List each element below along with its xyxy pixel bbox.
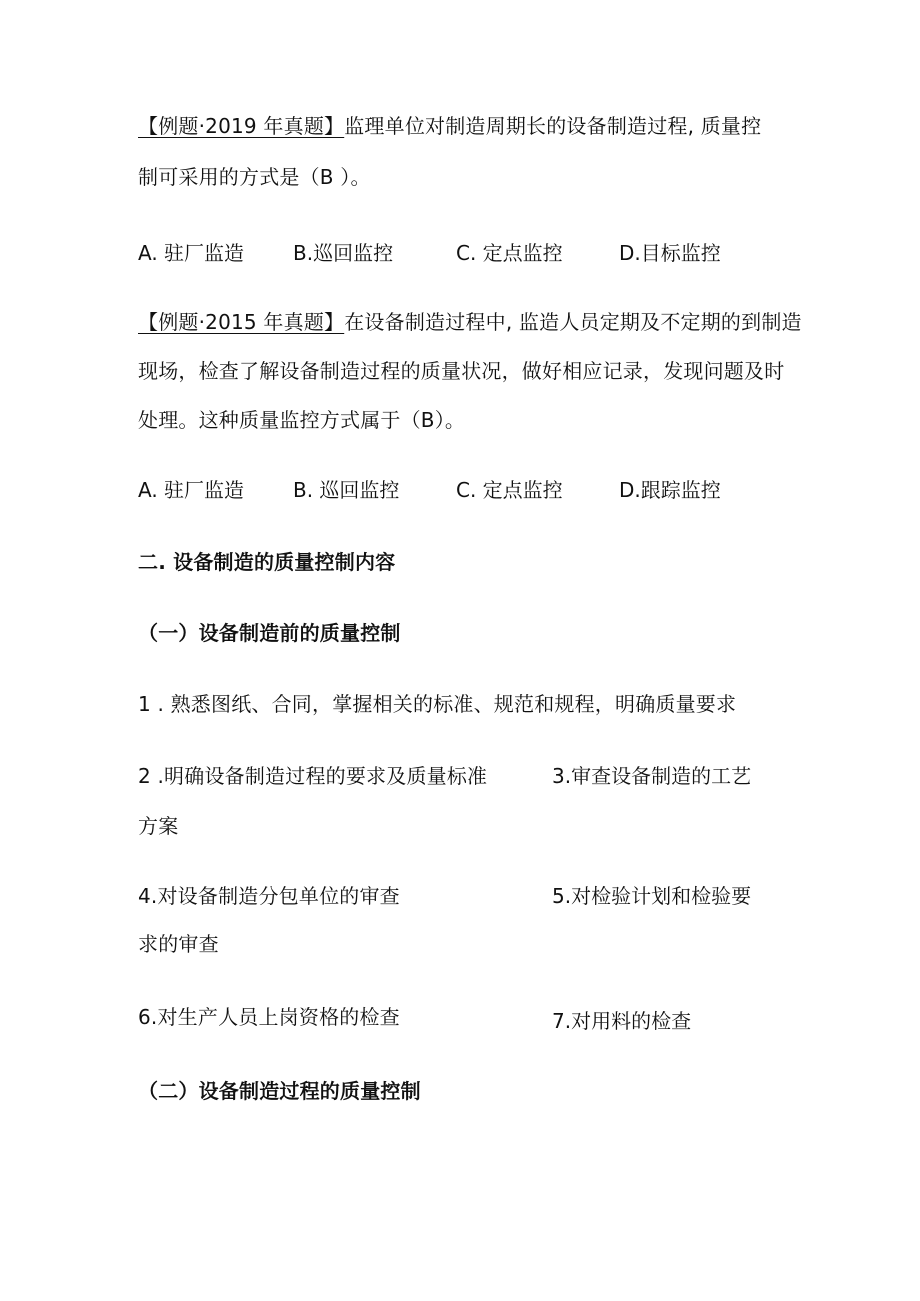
question-2-option-c: C. 定点监控 bbox=[456, 478, 563, 502]
question-1-option-d: D.目标监控 bbox=[619, 241, 721, 265]
question-1-line-1 bbox=[138, 116, 761, 136]
question-1-option-a: A. 驻厂监造 bbox=[138, 241, 245, 265]
list-item-5-part-2: 求的审查 bbox=[138, 932, 219, 956]
list-item-4: 4.对设备制造分包单位的审查 bbox=[138, 884, 400, 908]
list-item-1: 1 . 熟悉图纸、合同，掌握相关的标准、规范和规程，明确质量要求 bbox=[138, 692, 737, 716]
list-item-3-part-1: 3.审查设备制造的工艺 bbox=[552, 764, 752, 788]
subsection-2-heading: （二）设备制造过程的质量控制 bbox=[138, 1079, 421, 1103]
question-1-stem-part-1: 监理单位对制造周期长的设备制造过程, 质量控 bbox=[344, 114, 762, 138]
subsection-1-heading: （一）设备制造前的质量控制 bbox=[138, 621, 401, 645]
list-item-7: 7.对用料的检查 bbox=[552, 1009, 692, 1033]
question-2-tag: 【例题·2015 年真题】 bbox=[138, 310, 345, 334]
question-1-tag: 【例题·2019 年真题】 bbox=[138, 114, 345, 138]
question-2-line-3: 处理。这种质量监控方式属于（B）。 bbox=[138, 408, 466, 432]
question-2-line-1 bbox=[138, 312, 802, 332]
list-item-5-part-1: 5.对检验计划和检验要 bbox=[552, 884, 752, 908]
section-2-heading: 二. 设备制造的质量控制内容 bbox=[138, 550, 396, 574]
question-1-option-c: C. 定点监控 bbox=[456, 241, 563, 265]
question-1-line-2: 制可采用的方式是（B ）。 bbox=[138, 165, 371, 189]
question-2-option-d: D.跟踪监控 bbox=[619, 478, 721, 502]
list-item-2: 2 .明确设备制造过程的要求及质量标准 bbox=[138, 764, 488, 788]
list-item-6: 6.对生产人员上岗资格的检查 bbox=[138, 1005, 400, 1029]
question-2-stem-part-1: 在设备制造过程中, 监造人员定期及不定期的到制造 bbox=[344, 310, 802, 334]
question-2-option-b: B. 巡回监控 bbox=[293, 478, 400, 502]
question-2-line-2: 现场，检查了解设备制造过程的质量状况，做好相应记录，发现问题及时 bbox=[138, 359, 785, 383]
question-1-option-b: B.巡回监控 bbox=[293, 241, 394, 265]
question-2-option-a: A. 驻厂监造 bbox=[138, 478, 245, 502]
list-item-3-part-2: 方案 bbox=[138, 814, 179, 838]
